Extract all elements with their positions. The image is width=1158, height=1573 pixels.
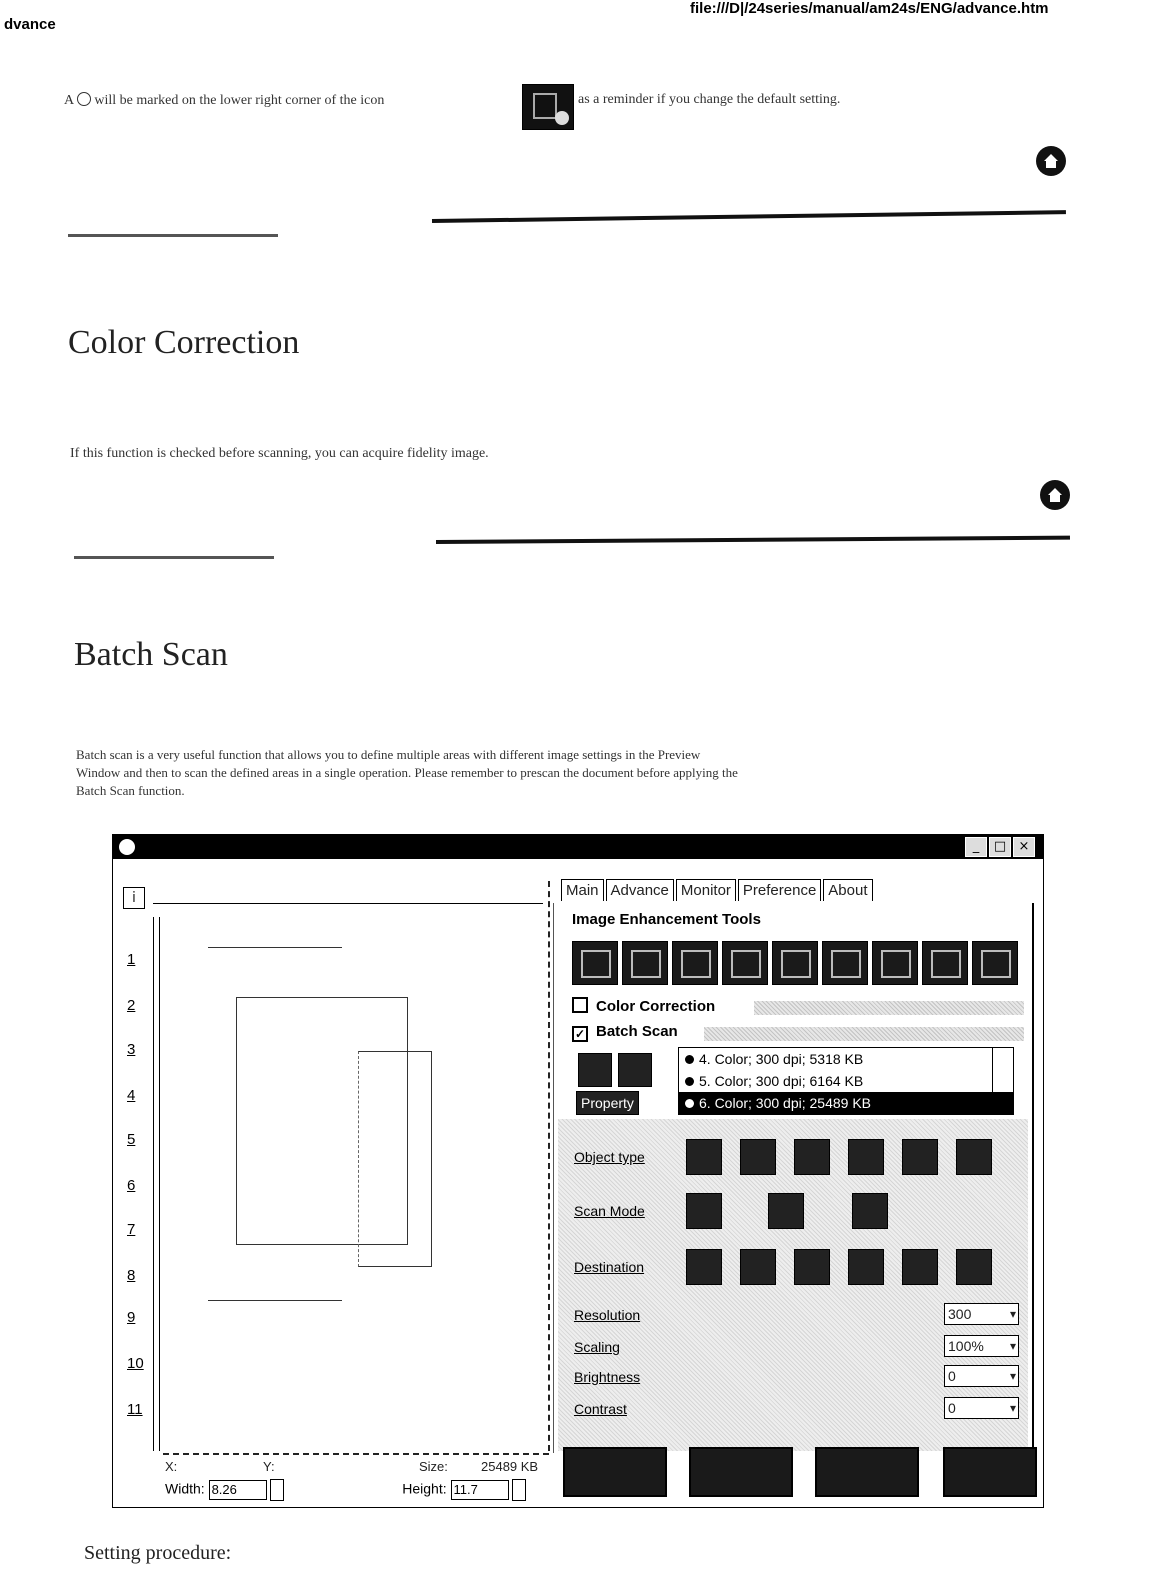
ruler-number: 3 [127, 1041, 136, 1058]
close-button[interactable]: × [1013, 837, 1035, 857]
gray-mode-icon[interactable] [768, 1193, 804, 1229]
ruler-number: 4 [127, 1087, 136, 1104]
list-item[interactable] [679, 1070, 1013, 1092]
batch-scan-body-line: Window and then to scan the defined areas in a single operation. Please remember to prescan the document before applying the [76, 765, 738, 780]
descreen-tool-icon[interactable] [872, 941, 918, 985]
mirror-tool-icon[interactable] [972, 941, 1018, 985]
scan-frame[interactable] [358, 1051, 432, 1267]
tab-advance[interactable]: Advance [606, 879, 674, 901]
ruler-number: 11 [127, 1401, 143, 1418]
dimensions-row [165, 1479, 526, 1501]
bullet-icon [685, 1099, 694, 1108]
batch-scan-checkbox[interactable] [572, 1023, 678, 1042]
tab-main[interactable]: Main [561, 879, 604, 901]
checkmark-icon: ✓ [572, 1026, 588, 1042]
document-icon[interactable] [686, 1139, 722, 1175]
page-header-left: dvance [4, 16, 56, 33]
ruler-number: 7 [127, 1221, 136, 1238]
invert-tool-icon[interactable] [822, 941, 868, 985]
bullet-icon [685, 1055, 694, 1064]
divider-left [68, 234, 278, 237]
home-icon[interactable] [1036, 146, 1066, 176]
batch-scan-body [76, 746, 1076, 800]
zoom-button[interactable] [815, 1447, 919, 1497]
preview-divider [548, 881, 550, 1451]
width-input[interactable]: 8.26 [209, 1480, 267, 1500]
bullet-icon [685, 1077, 694, 1086]
home-glyph-icon [1041, 151, 1061, 171]
home-glyph-icon [1045, 485, 1065, 505]
checkbox-unchecked-icon [572, 997, 588, 1013]
y-label: Y: [263, 1459, 275, 1474]
divider-left [74, 556, 274, 559]
info-button[interactable]: i [123, 887, 145, 909]
intro-before: A [64, 93, 77, 108]
window-titlebar [113, 835, 1043, 859]
noise-texture [754, 1001, 1024, 1015]
list-item[interactable] [679, 1092, 1013, 1114]
x-label: X: [165, 1459, 178, 1474]
scanner-window [112, 834, 1044, 1508]
app-icon [119, 839, 135, 855]
book-icon[interactable] [794, 1139, 830, 1175]
batch-scan-body-line: Batch scan is a very useful function that allows you to define multiple areas with different image settings in the Preview [76, 747, 701, 762]
scan-mode-label: Scan Mode [574, 1203, 645, 1219]
intro-mid: will be marked on the lower right corner of the icon [90, 93, 385, 108]
height-spinner[interactable] [512, 1479, 526, 1501]
printer-icon[interactable] [740, 1249, 776, 1285]
list-item-label: 5. Color; 300 dpi; 6164 KB [699, 1073, 864, 1089]
height-label: Height: [402, 1480, 447, 1497]
preview-area[interactable] [159, 917, 544, 1451]
noise-texture [704, 1027, 1024, 1041]
height-input[interactable]: 11.7 [451, 1480, 509, 1500]
width-label: Width: [165, 1480, 205, 1497]
add-area-button[interactable] [578, 1053, 612, 1087]
divider-right [432, 210, 1066, 223]
ruler-number: 2 [127, 997, 136, 1014]
status-bar [163, 1453, 549, 1473]
divider-right [436, 536, 1070, 544]
filter-tool-icon[interactable] [622, 941, 668, 985]
advance-panel [553, 903, 1034, 1453]
curve-tool-icon[interactable] [572, 941, 618, 985]
batch-scan-label: Batch Scan [596, 1023, 678, 1040]
delete-area-button[interactable] [618, 1053, 652, 1087]
width-spinner[interactable] [270, 1479, 284, 1501]
home-icon[interactable] [1040, 480, 1070, 510]
ocr-icon[interactable] [848, 1249, 884, 1285]
ruler-number: 9 [127, 1309, 136, 1326]
tab-bar [561, 879, 875, 903]
file-icon[interactable] [956, 1249, 992, 1285]
minimize-button[interactable]: _ [965, 837, 987, 857]
scaling-select[interactable]: 100% ▾ [944, 1335, 1019, 1357]
batch-scan-heading: Batch Scan [74, 636, 228, 673]
destination-label: Destination [574, 1259, 645, 1275]
image-enhancement-title: Image Enhancement Tools [572, 911, 761, 928]
ruler-number: 1 [127, 951, 136, 968]
bw-mode-icon[interactable] [852, 1193, 888, 1229]
ruler-number: 10 [127, 1355, 144, 1372]
scanner-icon[interactable] [740, 1139, 776, 1175]
fax-icon[interactable] [794, 1249, 830, 1285]
email-icon[interactable] [902, 1249, 938, 1285]
intro-text [64, 92, 384, 109]
gear-icon[interactable] [956, 1139, 992, 1175]
prescan-button[interactable] [563, 1447, 667, 1497]
resolution-label: Resolution [574, 1307, 641, 1323]
contrast-select[interactable]: 0 ▾ [944, 1397, 1019, 1419]
setting-procedure-heading: Setting procedure: [84, 1542, 232, 1564]
vertical-ruler [123, 917, 154, 1451]
exit-button[interactable] [943, 1447, 1037, 1497]
color-mode-icon[interactable] [686, 1193, 722, 1229]
ruler-number: 8 [127, 1267, 136, 1284]
color-correction-heading: Color Correction [68, 324, 300, 361]
list-item-label: 6. Color; 300 dpi; 25489 KB [699, 1095, 872, 1111]
marker-icon [77, 92, 91, 106]
object-type-label: Object type [574, 1149, 645, 1165]
ruler-number: 6 [127, 1177, 136, 1194]
resolution-select[interactable]: 300 ▾ [944, 1303, 1019, 1325]
color-balance-tool-icon[interactable] [722, 941, 768, 985]
horizontal-ruler [153, 881, 543, 904]
scan-button[interactable] [689, 1447, 793, 1497]
histogram-tool-icon[interactable] [672, 941, 718, 985]
brightness-select[interactable]: 0 ▾ [944, 1365, 1019, 1387]
intro-after: as a reminder if you change the default setting. [578, 92, 841, 107]
property-button[interactable]: Property [576, 1091, 639, 1115]
contrast-label: Contrast [574, 1401, 627, 1417]
color-correction-checkbox[interactable] [572, 997, 715, 1015]
ruler-number: 5 [127, 1131, 136, 1148]
photo-icon[interactable] [848, 1139, 884, 1175]
color-correction-body: If this function is checked before scanning, you can acquire fidelity image. [70, 446, 489, 461]
tab-about[interactable]: About [823, 879, 872, 901]
size-label: Size: [419, 1459, 448, 1474]
maximize-button[interactable]: □ [989, 837, 1011, 857]
brightness-label: Brightness [574, 1369, 641, 1385]
batch-list [678, 1047, 1014, 1115]
hue-tool-icon[interactable] [772, 941, 818, 985]
size-value: 25489 KB [481, 1459, 539, 1474]
color-drop-tool-icon[interactable] [922, 941, 968, 985]
default-setting-icon [522, 84, 574, 130]
batch-scan-body-line: Batch Scan function. [76, 783, 185, 798]
list-item-label: 4. Color; 300 dpi; 5318 KB [699, 1051, 864, 1067]
list-item[interactable] [679, 1048, 1013, 1070]
tab-preference[interactable]: Preference [738, 879, 821, 901]
screen-icon[interactable] [686, 1249, 722, 1285]
tab-monitor[interactable]: Monitor [676, 879, 736, 901]
chart-icon[interactable] [902, 1139, 938, 1175]
scaling-label: Scaling [574, 1339, 620, 1355]
page-header-url: file:///D|/24series/manual/am24s/ENG/advance.htm [690, 0, 1049, 17]
color-correction-label: Color Correction [596, 998, 716, 1015]
list-scrollbar[interactable] [992, 1048, 1013, 1114]
